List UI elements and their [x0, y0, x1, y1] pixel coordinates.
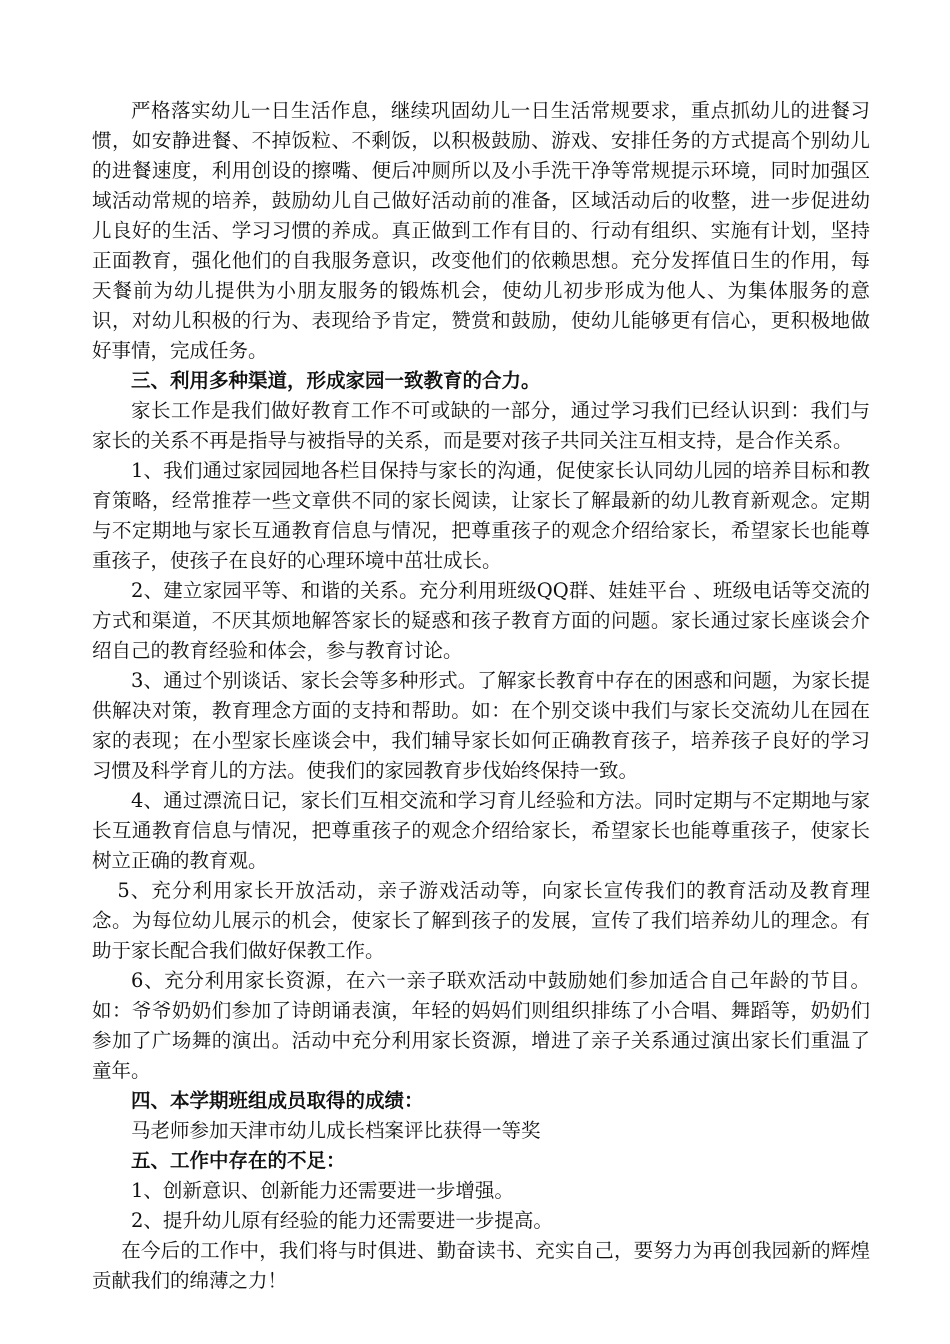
paragraph-item-6: 6、充分利用家长资源，在六一亲子联欢活动中鼓励她们参加适合自己年龄的节目。如：爷爷奶奶们参加了诗朗诵表演，年轻的妈妈们则组织排练了小合唱、舞蹈等，奶奶们参加了广场舞的演出。活动中充分利用家长资源，增进了亲子关系通过演出家长们重温了童年。 — [92, 969, 870, 1082]
paragraph-shortcoming-1: 1、创新意识、创新能力还需要进一步增强。 — [131, 1179, 514, 1202]
paragraph-item-3: 3、通过个别谈话、家长会等多种形式。了解家长教育中存在的困惑和问题，为家长提供解决对策，教育理念方面的支持和帮助。如：在个别交谈中我们与家长交流幼儿在园在家的表现；在小型家长座谈会中，我们辅导家长如何正确教育孩子，培养孩子良好的学习习惯及科学育儿的方法。使我们的家园教育步伐始终保持一致。 — [92, 669, 870, 782]
paragraph-shortcoming-2: 2、提升幼儿原有经验的能力还需要进一步提高。 — [131, 1209, 553, 1232]
paragraph-item-1: 1、我们通过家园园地各栏目保持与家长的沟通，促使家长认同幼儿园的培养目标和教育策略，经常推荐一些文章供不同的家长阅读，让家长了解最新的幼儿教育新观念。定期与不定期地与家长互通教育信息与情况，把尊重孩子的观念介绍给家长，希望家长也能尊重孩子，使孩子在良好的心理环境中茁壮成长。 — [92, 459, 870, 572]
section-heading-4: 四、本学期班组成员取得的成绩： — [131, 1089, 424, 1112]
paragraph-item-2: 2、建立家园平等、和谐的关系。充分利用班级QQ群、娃娃平台 、班级电话等交流的方式和渠道，不厌其烦地解答家长的疑惑和孩子教育方面的问题。家长通过家长座谈会介绍自己的教育经验和体会，参与教育讨论。 — [92, 579, 870, 662]
paragraph-conclusion: 在今后的工作中，我们将与时俱进、勤奋读书、充实自己，要努力为再创我园新的辉煌贡献我们的绵薄之力！ — [92, 1239, 870, 1292]
section-heading-3: 三、利用多种渠道，形成家园一致教育的合力。 — [131, 369, 541, 392]
paragraph-item-4: 4、通过漂流日记，家长们互相交流和学习育儿经验和方法。同时定期与不定期地与家长互通教育信息与情况，把尊重孩子的观念介绍给家长，希望家长也能尊重孩子，使家长树立正确的教育观。 — [92, 789, 870, 872]
paragraph-daily-routine: 严格落实幼儿一日生活作息，继续巩固幼儿一日生活常规要求，重点抓幼儿的进餐习惯，如安静进餐、不掉饭粒、不剩饭，以积极鼓励、游戏、安排任务的方式提高个别幼儿的进餐速度，利用创设的擦嘴、便后冲厕所以及小手洗干净等常规提示环境，同时加强区域活动常规的培养，鼓励幼儿自己做好活动前的准备，区域活动后的收整，进一步促进幼儿良好的生活、学习习惯的养成。真正做到工作有目的、行动有组织、实施有计划，坚持正面教育，强化他们的自我服务意识，改变他们的依赖思想。充分发挥值日生的作用，每天餐前为幼儿提供为小朋友服务的锻炼机会，使幼儿初步形成为他人、为集体服务的意识，对幼儿积极的行为、表现给予肯定，赞赏和鼓励，使幼儿能够更有信心，更积极地做好事情，完成任务。 — [92, 99, 870, 362]
paragraph-parent-work-intro: 家长工作是我们做好教育工作不可或缺的一部分，通过学习我们已经认识到：我们与家长的关系不再是指导与被指导的关系，而是要对孩子共同关注互相支持，是合作关系。 — [92, 399, 870, 452]
paragraph-item-5: 5、充分利用家长开放活动，亲子游戏活动等，向家长宣传我们的教育活动及教育理念。为每位幼儿展示的机会，使家长了解到孩子的发展，宣传了我们培养幼儿的理念。有助于家长配合我们做好保教工作。 — [92, 879, 870, 962]
document-page — [92, 96, 870, 1296]
paragraph-achievement: 马老师参加天津市幼儿成长档案评比获得一等奖 — [131, 1119, 541, 1142]
section-heading-5: 五、工作中存在的不足： — [131, 1149, 346, 1172]
